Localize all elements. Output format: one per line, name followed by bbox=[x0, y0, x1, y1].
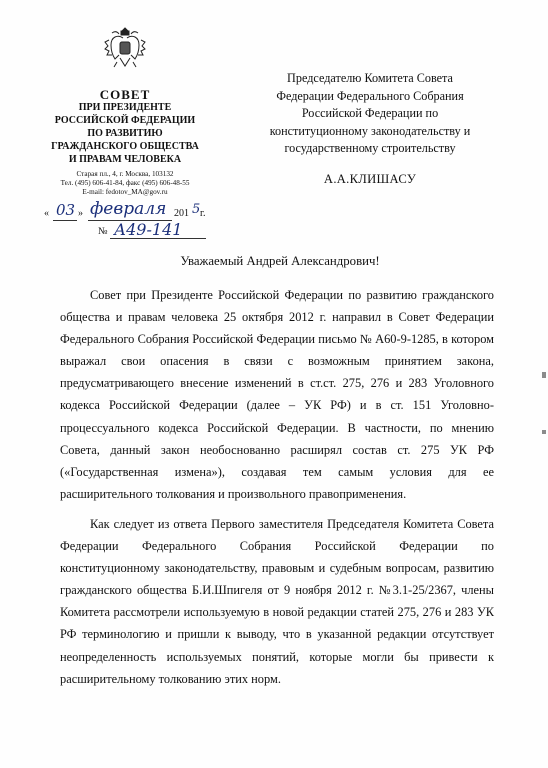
org-address bbox=[50, 170, 200, 197]
addressee-line: Российской Федерации по bbox=[301, 106, 439, 120]
addressee-line: конституционному законодательству и bbox=[269, 123, 471, 138]
org-line: ПО РАЗВИТИЮ bbox=[87, 128, 163, 139]
coat-of-arms-icon bbox=[103, 24, 147, 70]
email-line: E-mail: fedotov_MA@gov.ru bbox=[82, 188, 168, 196]
addressee-line: Федерации Федерального Собрания bbox=[276, 88, 464, 103]
date-year-prefix: 201 bbox=[174, 208, 189, 219]
date-day: 03 bbox=[56, 201, 76, 219]
addressee-line: государственному строительству bbox=[284, 141, 456, 155]
number-value: А49-141 bbox=[114, 220, 183, 239]
org-title: СОВЕТ bbox=[99, 87, 151, 102]
scan-edge-mark bbox=[542, 430, 546, 434]
salutation: Уважаемый Андрей Александрович! bbox=[180, 254, 380, 268]
date-open-quote: « bbox=[44, 208, 49, 219]
scan-edge-mark bbox=[542, 372, 546, 378]
phone-fax-line: Тел. (495) 606-41-84, факс (495) 606-48-55 bbox=[60, 179, 190, 187]
body-paragraph: Как следует из ответа Первого заместителя Председателя Комитета Совета Федерации Федерального Собрания Российской Федерации по конституционному законодательству, правовым и судебным вопросам, развитию гражданского общества Б.И.Шпигеля от 9 ноября 2012 г. №3.1-25/2367, члены Комитета рассмотрели используемую в новой редакции статей 275, 276 и 283 УК РФ терминологию и пришли к выводу, что в указанной редакции отсутствует неопределенность используемых понятий, которые могли бы привести к расширительному толкованию этих норм. bbox=[60, 516, 494, 686]
number-underline bbox=[110, 238, 206, 239]
date-close-quote: » bbox=[78, 208, 83, 219]
addressee-line: Председателю Комитета Совета bbox=[287, 71, 453, 85]
addressee-block bbox=[252, 70, 488, 158]
org-line: И ПРАВАМ ЧЕЛОВЕКА bbox=[68, 154, 182, 165]
date-day-underline bbox=[53, 220, 77, 221]
organization-name bbox=[50, 88, 200, 166]
date-month: февраля bbox=[90, 199, 167, 219]
outgoing-number-field bbox=[98, 222, 208, 240]
body-paragraph: Совет при Президенте Российской Федерации по развитию гражданского общества и правам человека 25 октября 2012 г. направил в Совет Федерации Федерального Собрания Российской Федерации письмо № А60-9-1285, в котором выражал свои опасения в связи с возможным принятием закона, предусматривающего внесение изменений в ст.ст. 275, 276 и 283 Уголовного кодекса Российской Федерации (далее – УК РФ) и в ст. 151 Уголовно-процессуального кодекса Российской Федерации. В частности, по мнению Совета, данный закон необоснованно расширял состав ст. 275 УК РФ («Государственная измена»), создавая тем самым условия для ее расширительного толкования и произвольного правоприменения. bbox=[60, 288, 494, 501]
recipient-name: А.А.КЛИШАСУ bbox=[323, 172, 417, 186]
letter-body bbox=[60, 284, 494, 698]
address-line: Старая пл., 4, г. Москва, 103132 bbox=[76, 170, 174, 178]
org-line: РОССИЙСКОЙ ФЕДЕРАЦИИ bbox=[54, 115, 196, 126]
number-label: № bbox=[98, 226, 108, 237]
date-year-suffix: г. bbox=[200, 208, 206, 219]
org-line: ГРАЖДАНСКОГО ОБЩЕСТВА bbox=[51, 141, 199, 152]
date-year-digit: 5 bbox=[192, 202, 201, 217]
org-line: ПРИ ПРЕЗИДЕНТЕ bbox=[78, 102, 172, 113]
